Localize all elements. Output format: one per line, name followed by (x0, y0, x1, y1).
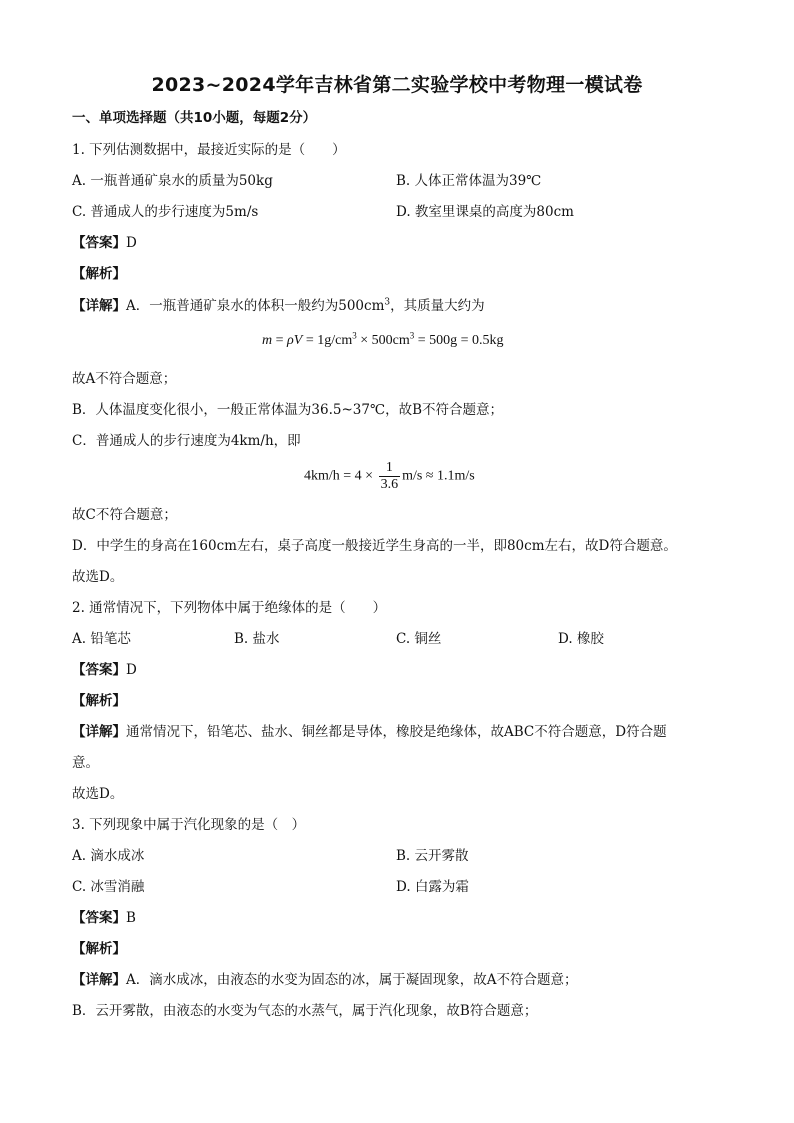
answer-tag: 【答案】 (72, 235, 126, 251)
detail-tag: 【详解】 (72, 972, 126, 988)
detail-text: A．滴水成冰，由液态的水变为固态的冰，属于凝固现象，故A不符合题意； (126, 972, 578, 988)
detail-text-end: ，其质量大约为 (390, 298, 485, 314)
q2-detail-1 (72, 722, 667, 742)
formula-part: = (272, 333, 288, 348)
q1-line-d: D．中学生的身高在160cm左右，桌子高度一般接近学生身高的一半，即80cm左右，故D符合题意。 (72, 538, 677, 554)
formula-part: = 1g/cm (302, 333, 353, 348)
answer-tag: 【答案】 (72, 910, 126, 926)
q1-formula-mass (262, 331, 504, 351)
answer-value: D (126, 662, 137, 678)
q3-analysis-tag: 【解析】 (72, 941, 126, 957)
q1-line-c-end: 故C不符合题意； (72, 507, 177, 523)
q1-answer (72, 233, 137, 253)
formula-symbol: V (293, 333, 303, 348)
superscript: 3 (352, 330, 357, 341)
q1-option-d: D. 教室里课桌的高度为80cm (396, 204, 574, 220)
q2-option-c: C. 铜丝 (396, 631, 442, 647)
q3-answer (72, 908, 136, 928)
q1-option-a: A. 一瓶普通矿泉水的质量为50kg (72, 173, 273, 189)
q1-line-a-end: 故A不符合题意； (72, 371, 177, 387)
q2-analysis-tag: 【解析】 (72, 693, 126, 709)
q1-line-c: C．普通成人的步行速度为4km/h，即 (72, 433, 301, 449)
q1-stem: 1. 下列估测数据中，最接近实际的是（ ） (72, 142, 346, 158)
formula-part: 4km/h = 4 × (304, 468, 377, 484)
q1-option-b: B. 人体正常体温为39℃ (396, 173, 542, 189)
superscript: 3 (409, 330, 415, 341)
fraction-denominator: 3.6 (380, 477, 399, 492)
answer-value: D (126, 235, 137, 251)
formula-part: = 500g = 0.5kg (414, 333, 504, 348)
q1-line-b: B．人体温度变化很小，一般正常体温为36.5~37℃，故B不符合题意； (72, 402, 503, 418)
formula-part: × 500cm (356, 333, 410, 348)
q1-detail-a (72, 296, 485, 316)
superscript: 3 (384, 297, 391, 308)
detail-text: 通常情况下，铅笔芯、盐水、铜丝都是导体，橡胶是绝缘体，故ABC不符合题意，D符合题 (126, 724, 667, 740)
fraction (379, 460, 401, 493)
q3-option-b: B. 云开雾散 (396, 848, 469, 864)
q2-option-a: A. 铅笔芯 (72, 631, 131, 647)
q2-stem: 2. 通常情况下，下列物体中属于绝缘体的是（ ） (72, 600, 387, 616)
q3-stem: 3. 下列现象中属于汽化现象的是（ ） (72, 817, 306, 833)
q2-answer (72, 660, 137, 680)
detail-text: A．一瓶普通矿泉水的体积一般约为500cm (126, 298, 385, 314)
detail-tag: 【详解】 (72, 298, 126, 314)
q3-detail-a (72, 970, 578, 990)
q2-option-b: B. 盐水 (234, 631, 280, 647)
q1-choose: 故选D。 (72, 569, 124, 585)
section-heading: 一、单项选择题（共10小题，每题2分） (72, 110, 317, 126)
q2-option-d: D. 橡胶 (558, 631, 604, 647)
detail-tag: 【详解】 (72, 724, 126, 740)
q2-detail-2: 意。 (72, 755, 99, 771)
q1-option-c: C. 普通成人的步行速度为5m/s (72, 204, 259, 220)
answer-tag: 【答案】 (72, 662, 126, 678)
formula-part: m/s ≈ 1.1m/s (402, 468, 475, 484)
q3-option-c: C. 冰雪消融 (72, 879, 145, 895)
q2-choose: 故选D。 (72, 786, 124, 802)
q3-detail-b: B．云开雾散，由液态的水变为气态的水蒸气，属于汽化现象，故B符合题意； (72, 1003, 538, 1019)
q1-formula-speed (304, 460, 475, 493)
fraction-numerator: 1 (379, 460, 401, 477)
formula-symbol: ρ (287, 333, 294, 348)
page-title: 2023~2024学年吉林省第二实验学校中考物理一模试卷 (151, 74, 643, 96)
q1-analysis-tag: 【解析】 (72, 266, 126, 282)
answer-value: B (126, 910, 136, 926)
formula-symbol: m (262, 333, 273, 348)
q3-option-d: D. 白露为霜 (396, 879, 469, 895)
q3-option-a: A. 滴水成冰 (72, 848, 145, 864)
